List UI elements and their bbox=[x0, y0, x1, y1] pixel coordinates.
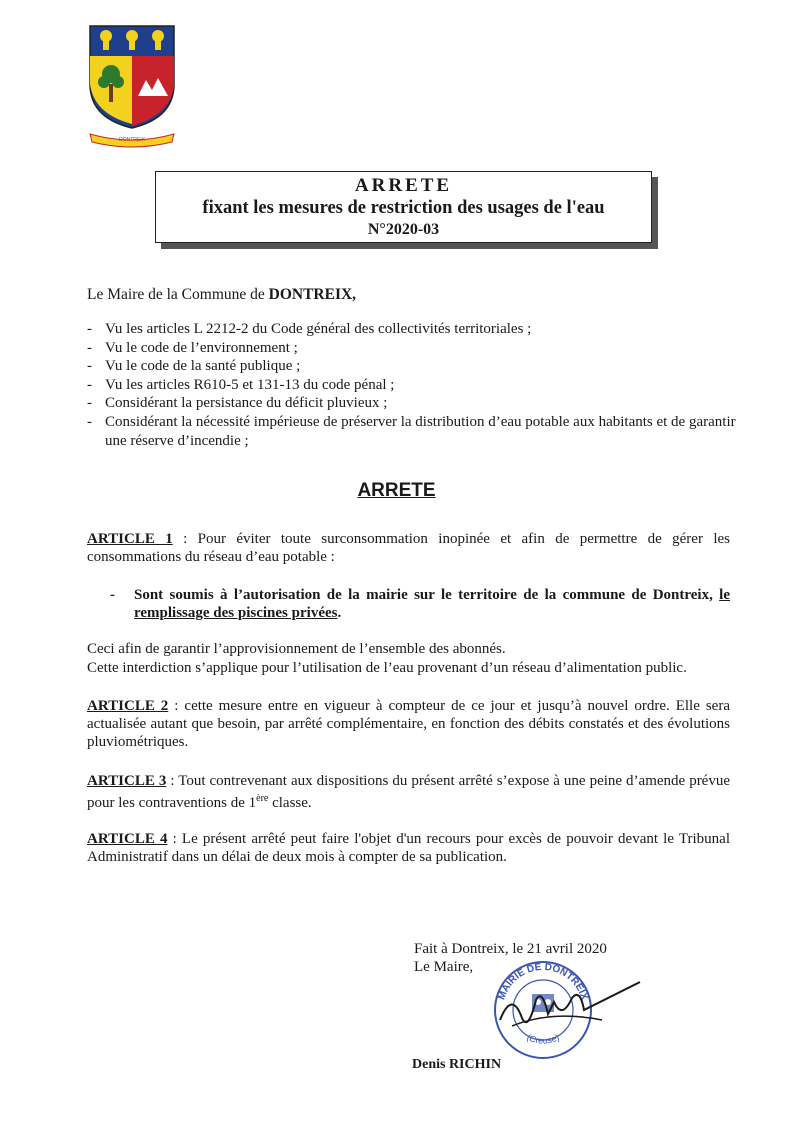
coat-of-arms-logo bbox=[84, 22, 180, 148]
article-4 bbox=[87, 830, 730, 866]
title-subject: fixant les mesures de restriction des usages de l'eau bbox=[202, 198, 605, 218]
article-3-label: ARTICLE 3 bbox=[87, 773, 167, 789]
article-2 bbox=[87, 697, 730, 751]
bullet-text: Sont soumis à l’autorisation de la mairie sur le territoire de la commune de Dontreix, bbox=[134, 587, 720, 603]
article-3 bbox=[87, 772, 730, 812]
commune-name: DONTREIX, bbox=[268, 286, 357, 303]
arrete-heading: ARRETE bbox=[357, 480, 436, 501]
signer-name: Denis RICHIN bbox=[412, 1057, 502, 1072]
article-4-label: ARTICLE 4 bbox=[87, 831, 168, 847]
place-date: Fait à Dontreix, le 21 avril 2020 bbox=[414, 941, 607, 957]
bullet-dash: - bbox=[110, 587, 115, 603]
stamp-bottom-text: (Creuse) bbox=[525, 1032, 561, 1046]
list-item: - Vu les articles R610-5 et 131-13 du code pénal ; bbox=[87, 376, 737, 395]
crest-banner-text: DONTREIX bbox=[119, 137, 145, 143]
article-3-text: : Tout contrevenant aux dispositions du présent arrêté s’expose à une peine d’amende prévue pour les contraventions de 1 bbox=[87, 773, 730, 811]
article-4-text: : Le présent arrêté peut faire l'objet d'un recours pour excès de pouvoir devant le Tribunal Administratif dans un délai de deux mois à compter de sa publication. bbox=[87, 831, 730, 865]
bullet-underlined-text: le remplissage des piscines privées bbox=[134, 587, 730, 621]
list-item: - Vu les articles L 2212-2 du Code général des collectivités territoriales ; bbox=[87, 320, 737, 339]
signer-role: Le Maire, bbox=[414, 959, 474, 975]
article-1-bullet bbox=[110, 586, 730, 622]
title-box bbox=[155, 171, 652, 243]
handwritten-signature bbox=[492, 980, 642, 1040]
decree-number: N°2020-03 bbox=[367, 221, 440, 238]
article-2-label: ARTICLE 2 bbox=[87, 698, 169, 714]
article-1 bbox=[87, 530, 730, 566]
article-1-note-2: Cette interdiction s’applique pour l’utilisation de l’eau provenant d’un réseau d’alimentation public. bbox=[87, 660, 687, 676]
article-1-label: ARTICLE 1 bbox=[87, 531, 173, 547]
article-2-text: : cette mesure entre en vigueur à compteur de ce jour et jusqu’à nouvel ordre. Elle sera actualisée autant que besoin, par arrêté complémentaire, en fonction des débits constatés et des évolutions pluviométriques. bbox=[87, 698, 730, 750]
title-heading: ARRETE bbox=[354, 175, 453, 196]
article-3-end: classe. bbox=[268, 795, 312, 811]
article-3-sup: ère bbox=[256, 793, 269, 804]
bullet-end: . bbox=[337, 605, 342, 621]
article-1-text: : Pour éviter toute surconsommation inopinée et afin de permettre de gérer les consommations du réseau d’eau potable : bbox=[87, 531, 730, 565]
list-item: - Vu le code de l’environnement ; bbox=[87, 339, 737, 358]
article-1-note-1: Ceci afin de garantir l’approvisionnement de l’ensemble des abonnés. bbox=[87, 641, 506, 657]
stamp-top-text: MAIRIE DE DONTREIX bbox=[496, 961, 590, 1002]
considerations-list bbox=[87, 320, 737, 450]
list-item: - Vu le code de la santé publique ; bbox=[87, 357, 737, 376]
intro-line bbox=[87, 286, 356, 304]
list-item: - Considérant la persistance du déficit pluvieux ; bbox=[87, 394, 737, 413]
list-item: - Considérant la nécessité impérieuse de préserver la distribution d’eau potable aux habitants et de garantir une réserve d’incendie ; bbox=[87, 413, 737, 450]
intro-prefix: Le Maire de la Commune de bbox=[87, 286, 269, 303]
